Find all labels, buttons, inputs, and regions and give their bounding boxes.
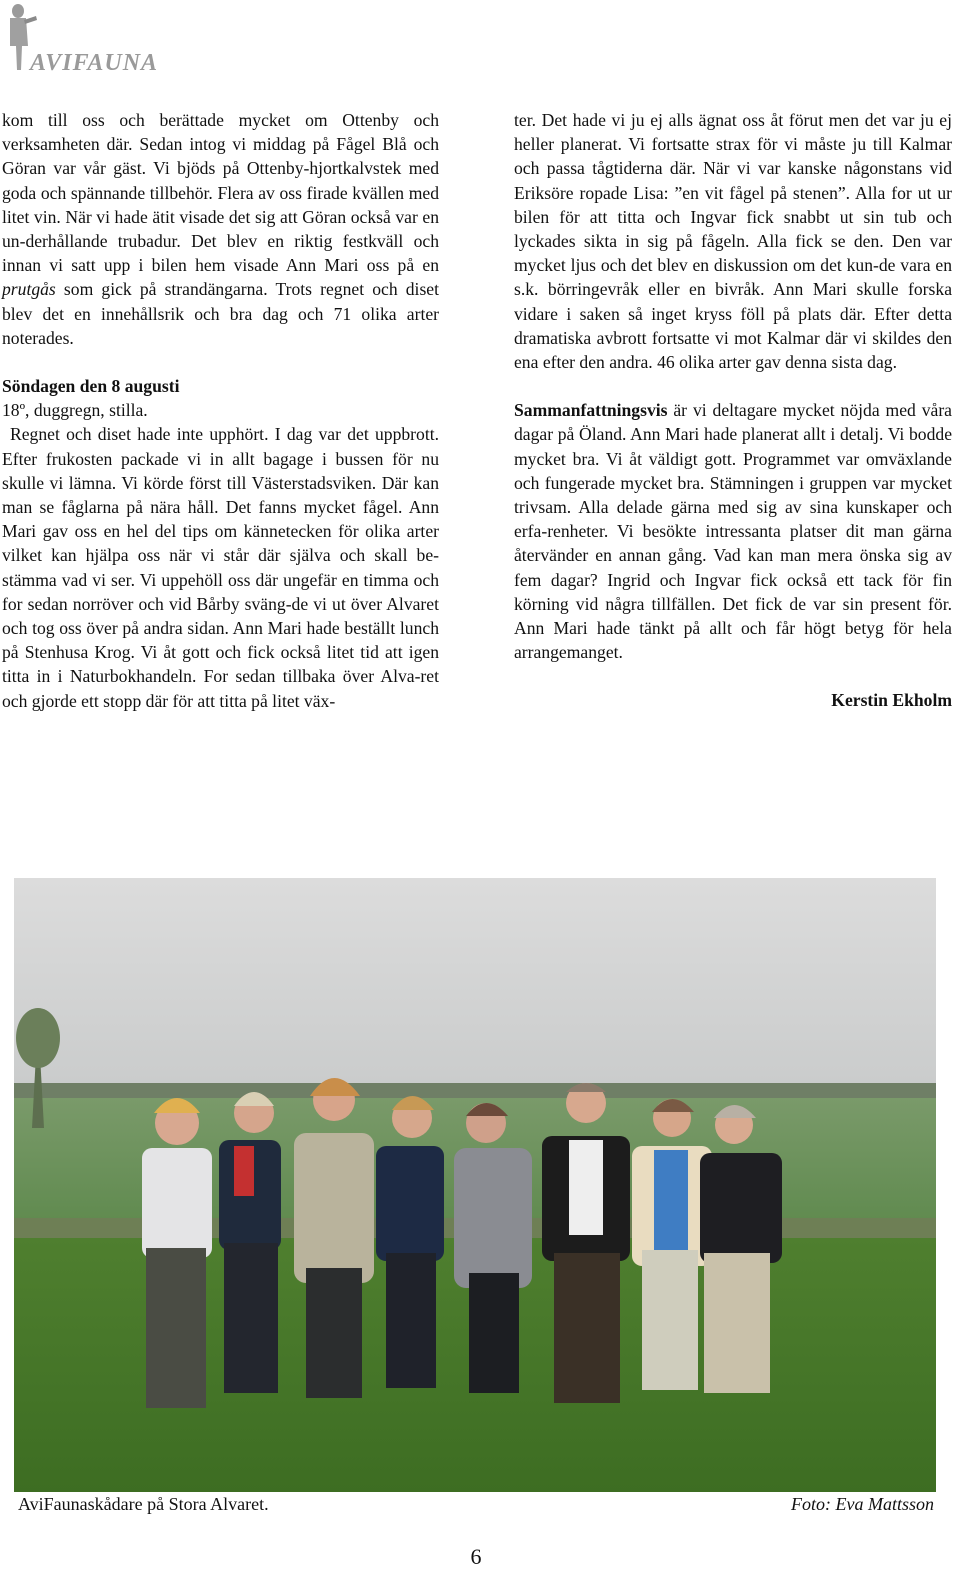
paragraph: kom till oss och berättade mycket om Ottenby och verksamheten där. Sedan intog vi middag på Fågel Blå och Göran var vår gäst. Vi bjöds på Ottenby-hjortkalvstek med goda och spännande tillbehör. Flera av oss firade kvällen med litet vin. När vi hade ätit visade det sig att Göran också var en un-derhållande trubadur. Det blev en riktig festkväll och innan vi satt upp i bilen hem visade Ann Mari oss på en prutgås som gick på strandängarna. Trots regnet och diset blev det en innehållsrik och bra dag och 71 olika arter noterades. [2, 110, 439, 348]
paragraph: ter. Det hade vi ju ej alls ägnat oss åt förut men det var ju ej heller planerat. Vi fortsatte strax för vi måste ju till Kalmar och passa tågtiderna där. När vi var kanske någonstans vid Eriksöre ropade Lisa: ”en vit fågel på stenen”. Alla for ut ur bilen för att titta och Ingvar fick snabbt ut sin tub och lyckades sikta in sig på fågeln. Alla fick se den. Den var mycket ljus och det blev en diskussion om det kun-de vara en s.k. börringevråk eller en bivråk. Ann Mari skulle forska vidare i saken så inget kryss föll på plats där. Efter detta dramatiska avbrott fortsatte vi mot Kalmar där vi skildes den ena efter den andra. 46 olika arter gav denna sista dag. [514, 110, 952, 373]
section-heading: Söndagen den 8 augusti [2, 376, 180, 397]
avifauna-logo [2, 2, 182, 76]
summary-paragraph: Sammanfattningsvis är vi deltagare mycket nöjda med våra dagar på Öland. Ann Mari hade planerat allt i detalj. Vi bodde mycket bra. Vi åt väldigt gott. Programmet var omväxlande och fungerade mycket bra. Stämningen i gruppen var mycket trivsam. Alla delade gärna med sig av sina kunskaper och erfa-renheter. Vi besökte intressanta platser dit man gärna återvänder en annan gång. Vad kan man mera önska sig av fem dagar? Ingrid och Ingvar fick också ett tack för fin körning vid några tillfällen. Det fick de var sin present för. Ann Mari hade tänkt på allt och får högt betyg för hela arrangemanget. [514, 400, 952, 663]
group-photo-image [14, 878, 936, 1492]
weather-line: 18º, duggregn, stilla. [2, 400, 148, 421]
left-column [2, 108, 439, 713]
logo-text: AVIFAUNA [30, 50, 159, 76]
page-number: 6 [470, 1544, 482, 1569]
group-photo [14, 878, 936, 1492]
photo-caption: AviFaunaskådare på Stora Alvaret. [18, 1494, 269, 1514]
author-signature: Kerstin Ekholm [831, 690, 952, 711]
right-column [514, 108, 952, 713]
photo-credit: Foto: Eva Mattsson [791, 1494, 934, 1514]
paragraph: Regnet och diset hade inte upphört. I dag var det uppbrott. Efter frukosten packade vi in allt bagage i bussen för nu skulle vi lämna. Vi körde först till Västerstadsviken. Där kan man se fåglarna på nära håll. Det fanns mycket fågel. Ann Mari gav oss en hel del tips om kännetecken för olika arter vilket kan hjälpa oss när vi står där själva och skall be-stämma vad vi ser. Vi uppehöll oss där ungefär en timma och for sedan norröver och vid Bårby sväng-de vi ut över Alvaret och tog oss över på andra sidan. Ann Mari hade beställt lunch på Stenhusa Krog. Vi åt gott och fick också litet tid att igen titta in i Naturbokhandeln. For sedan tillbaka över Alva-ret och gjorde ett stopp där för att titta på litet väx- [2, 424, 439, 711]
